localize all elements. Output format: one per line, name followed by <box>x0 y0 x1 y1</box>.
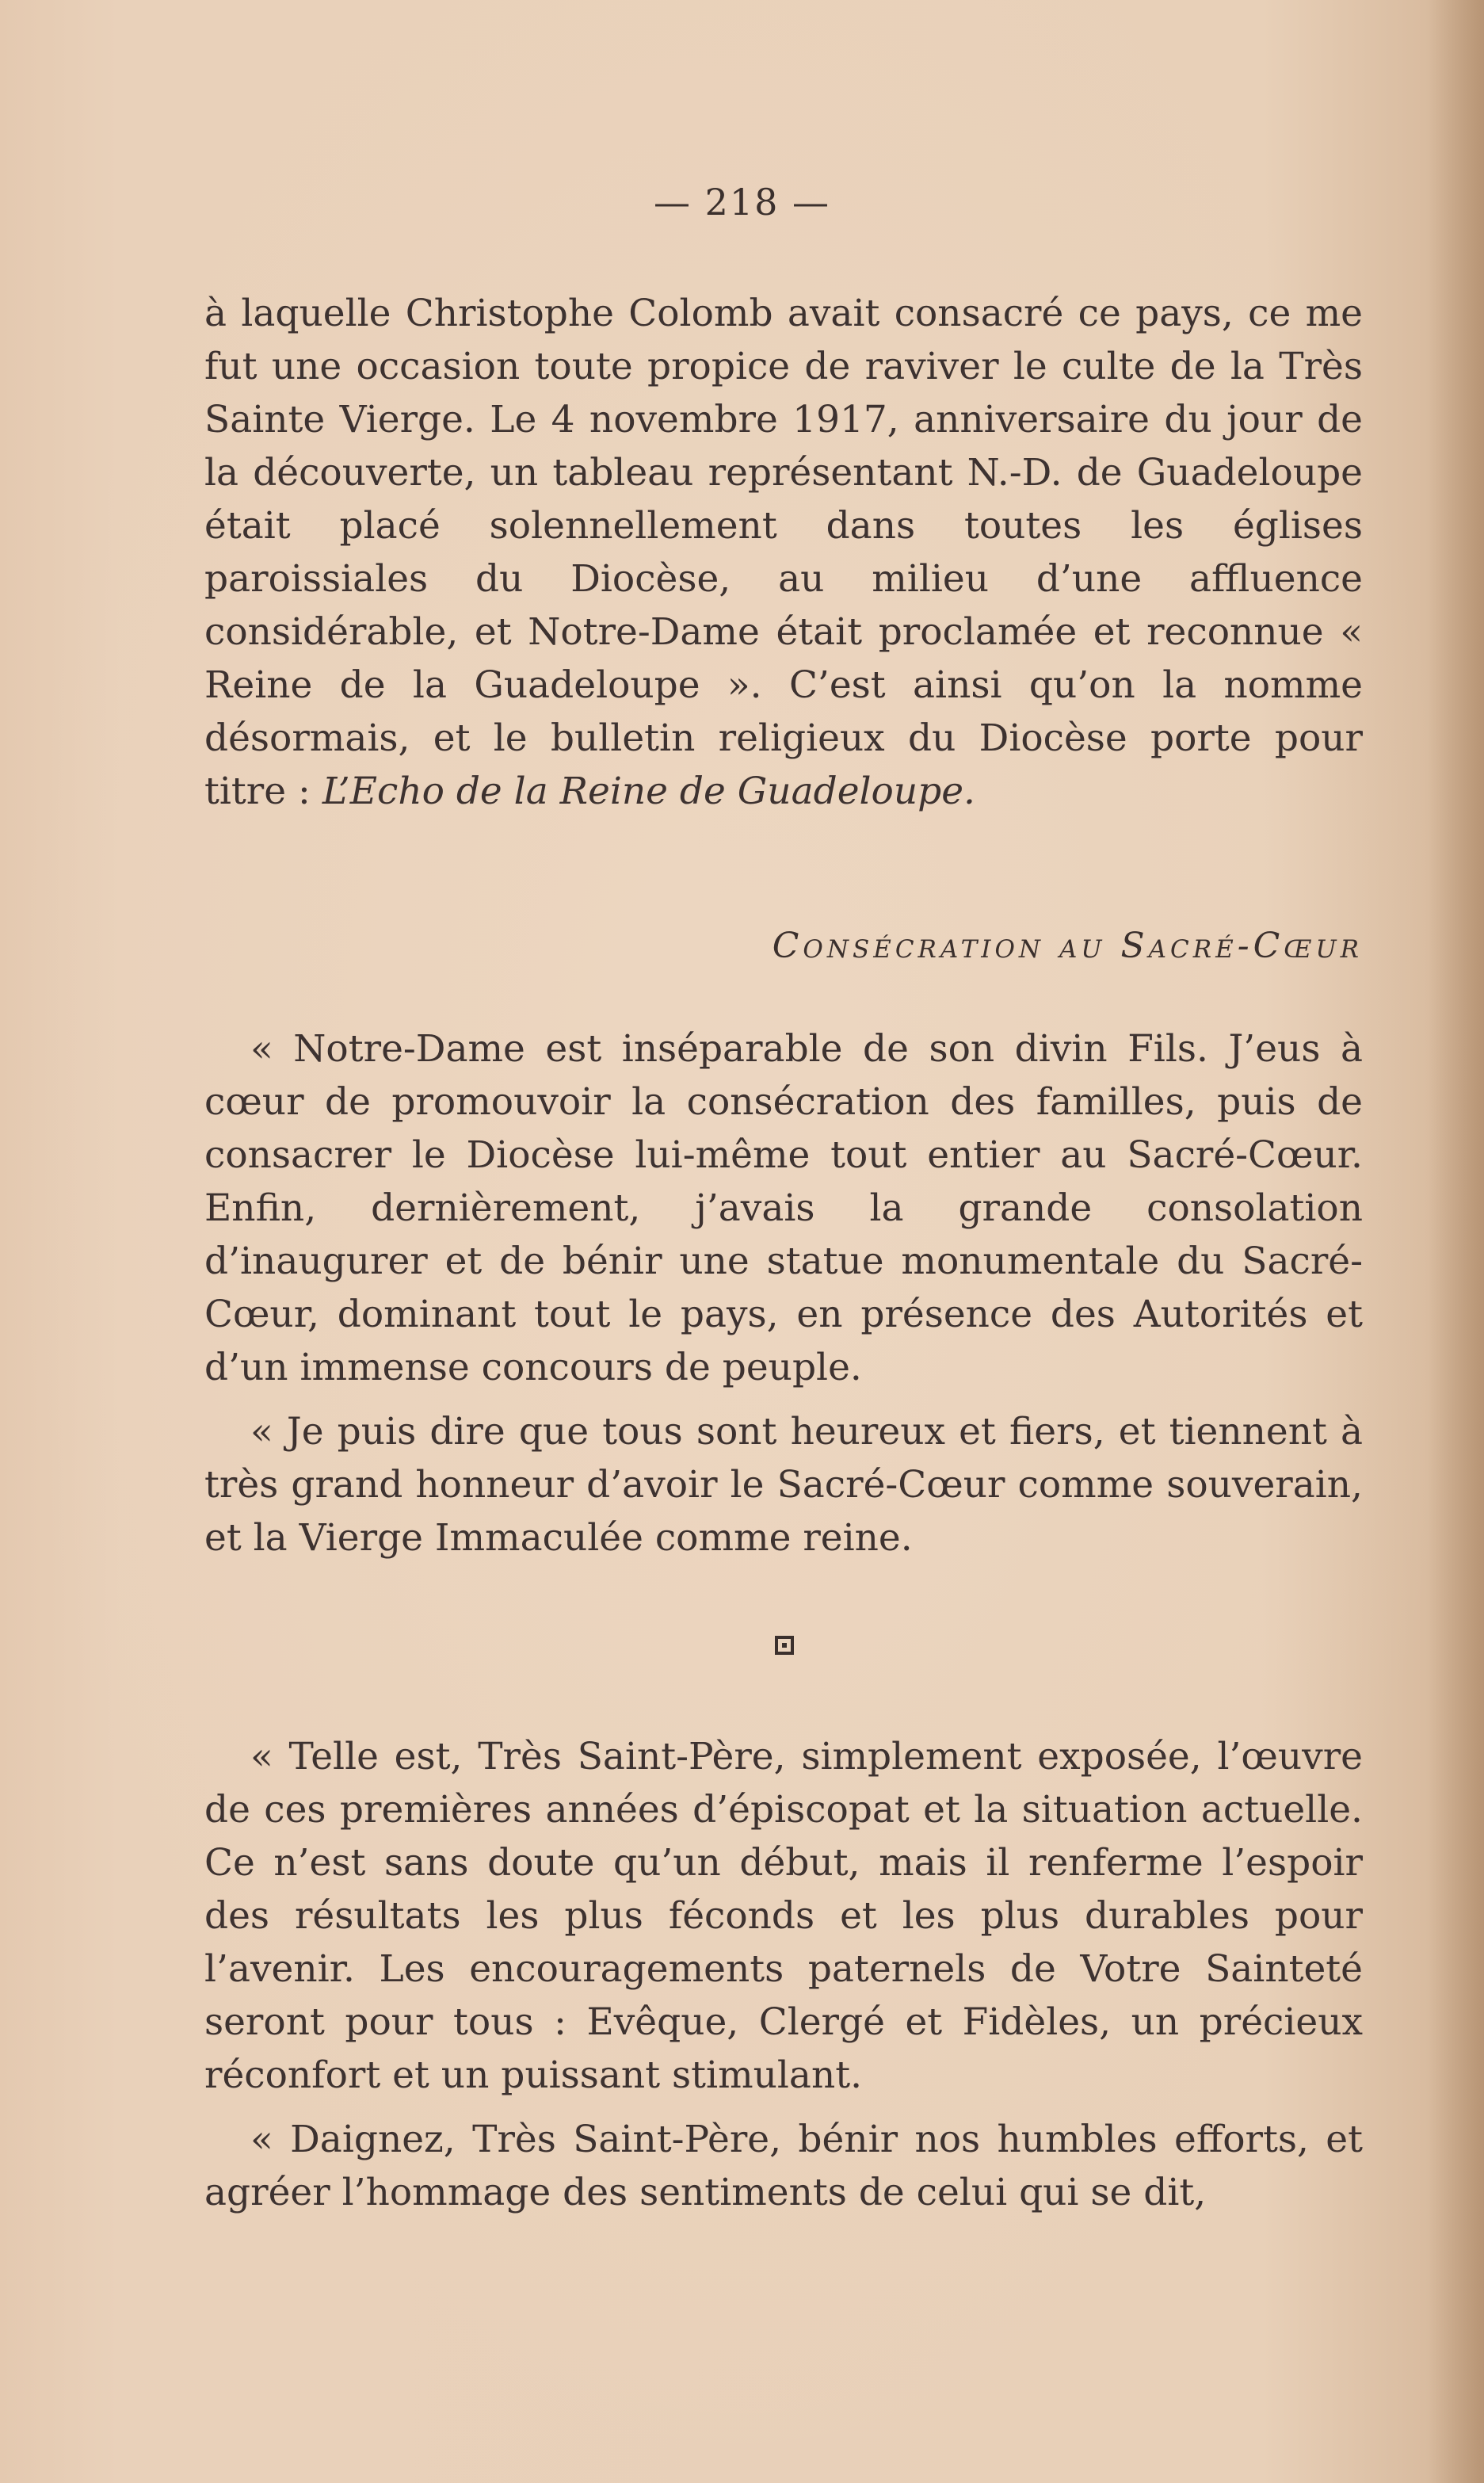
bulletin-title: L’Echo de la Reine de Guadeloupe. <box>322 770 975 813</box>
page-edge-shadow <box>1429 0 1484 2483</box>
paragraph-telle-est: « Telle est, Très Saint-Père, simplement exposée, l’œuvre de ces premières années d’épiscopat et la situation actuelle. Ce n’est sans doute qu’un début, mais il renferme l’espoir des résultats les plus féconds et les plus durables pour l’avenir. Les encouragements paternels de Votre Sainteté seront pour tous : Evêque, Clergé et Fidèles, un précieux réconfort et un puissant stimulant. <box>204 1735 1363 2097</box>
text-block-bottom <box>204 1730 1363 2219</box>
text-block-top <box>204 287 1363 818</box>
text-block-middle <box>204 1022 1363 1564</box>
section-heading: Consécration au Sacré-Cœur <box>772 926 1363 966</box>
paragraph-sacre-coeur: « Je puis dire que tous sont heureux et fiers, et tiennent à très grand honneur d’avoir le Sacré-Cœur comme souverain, et la Vierge Immaculée comme reine. <box>204 1410 1363 1560</box>
section-ornament-icon <box>775 1636 794 1655</box>
page-number: — 218 — <box>653 181 831 223</box>
paragraph-daignez: « Daignez, Très Saint-Père, bénir nos humbles efforts, et agréer l’hommage des sentiments de celui qui se dit, <box>204 2118 1363 2214</box>
paragraph-notre-dame: « Notre-Dame est inséparable de son divin Fils. J’eus à cœur de promouvoir la consécration des familles, puis de consacrer le Diocèse lui-même tout entier au Sacré-Cœur. Enfin, dernièrement, j’avais la grande consolation d’inaugurer et de bénir une statue monumentale du Sacré-Cœur, dominant tout le pays, en présence des Autorités et d’un immense concours de peuple. <box>204 1027 1363 1389</box>
paragraph-continuation-text: à laquelle Christophe Colomb avait consacré ce pays, ce me fut une occasion toute propice de raviver le culte de la Très Sainte Vierge. Le 4 novembre 1917, anniversaire du jour de la découverte, un tableau représentant N.-D. de Guadeloupe était placé solennellement dans toutes les églises paroissiales du Diocèse, au milieu d’une affluence considérable, et Notre-Dame était proclamée et reconnue « Reine de la Guadeloupe ». C’est ainsi qu’on la nomme désormais, et le bulletin religieux du Diocèse porte pour titre : <box>204 292 1363 813</box>
paragraph-continuation <box>204 287 1363 818</box>
